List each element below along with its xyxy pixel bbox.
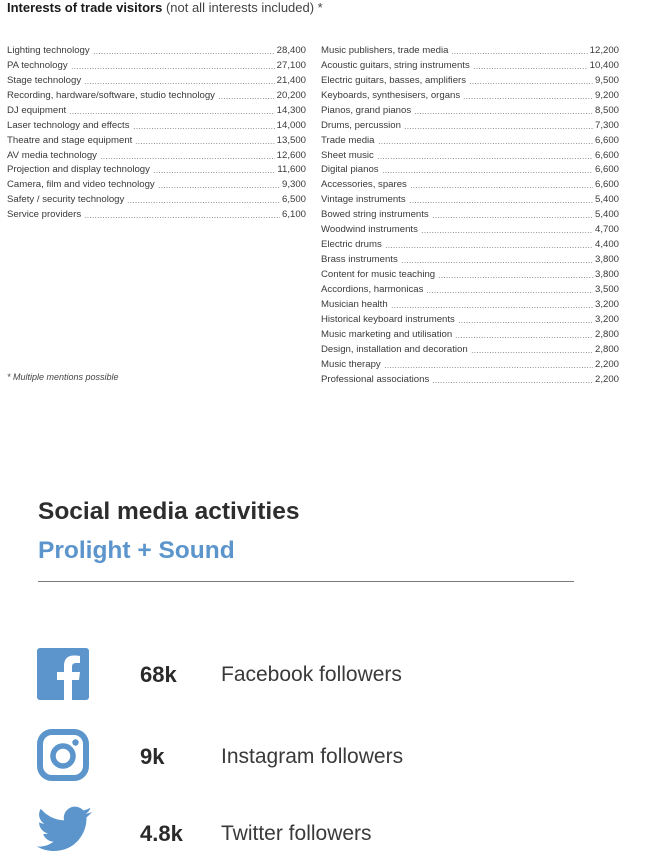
list-item	[321, 147, 619, 162]
list-item	[321, 266, 619, 281]
list-item	[321, 176, 619, 191]
dot-leader	[438, 277, 593, 278]
section-title-suffix: (not all interests included) *	[162, 0, 323, 15]
list-item	[321, 281, 619, 296]
interest-value: 6,600	[594, 179, 619, 191]
interest-label: Professional associations	[321, 373, 430, 385]
interest-value: 11,600	[277, 164, 306, 176]
list-item	[321, 206, 619, 221]
divider	[38, 581, 574, 582]
dot-leader	[385, 247, 593, 248]
interest-value: 13,500	[276, 134, 306, 146]
dot-leader	[414, 113, 593, 114]
list-item	[321, 236, 619, 251]
interest-value: 21,400	[276, 74, 306, 86]
dot-leader	[469, 83, 593, 84]
dot-leader	[127, 202, 280, 203]
list-item	[321, 371, 619, 386]
list-item	[7, 206, 306, 221]
dot-leader	[133, 128, 275, 129]
interest-value: 6,600	[594, 134, 619, 146]
section-title	[7, 0, 323, 16]
interest-value: 9,500	[594, 74, 619, 86]
dot-leader	[432, 217, 593, 218]
interest-value: 6,600	[594, 149, 619, 161]
dot-leader	[401, 262, 593, 263]
interest-label: Electric guitars, basses, amplifiers	[321, 74, 467, 86]
interest-value: 3,200	[594, 298, 619, 310]
list-item	[7, 57, 306, 72]
interest-label: Acoustic guitars, string instruments	[321, 59, 470, 71]
dot-leader	[471, 352, 593, 353]
interest-label: Music publishers, trade media	[321, 44, 449, 56]
dot-leader	[71, 68, 275, 69]
dot-leader	[218, 98, 275, 99]
interest-label: Drums, percussion	[321, 119, 401, 131]
instagram-count: 9k	[140, 744, 165, 769]
interest-label: Projection and display technology	[7, 164, 150, 176]
interest-label: Woodwind instruments	[321, 224, 418, 236]
dot-leader	[377, 158, 593, 159]
interest-value: 6,600	[594, 164, 619, 176]
instagram-icon[interactable]	[37, 729, 89, 781]
instagram-row	[0, 729, 670, 789]
interest-label: Design, installation and decoration	[321, 343, 468, 355]
dot-leader	[421, 232, 593, 233]
interest-label: Lighting technology	[7, 44, 90, 56]
interest-label: Electric drums	[321, 239, 382, 251]
dot-leader	[404, 128, 593, 129]
interest-label: Pianos, grand pianos	[321, 104, 412, 116]
interest-value: 9,300	[281, 179, 306, 191]
interest-label: Brass instruments	[321, 254, 398, 266]
list-item	[321, 221, 619, 236]
interest-label: Camera, film and video technology	[7, 179, 155, 191]
list-item	[321, 356, 619, 371]
interest-value: 7,300	[594, 119, 619, 131]
interest-label: Recording, hardware/software, studio technology	[7, 89, 215, 101]
list-item	[7, 191, 306, 206]
twitter-count: 4.8k	[140, 821, 183, 846]
twitter-icon[interactable]	[37, 806, 89, 858]
list-item	[321, 72, 619, 87]
interest-label: Accordions, harmonicas	[321, 283, 424, 295]
interest-value: 2,800	[594, 328, 619, 340]
interest-value: 2,200	[594, 373, 619, 385]
social-media-title: Social media activities	[38, 498, 300, 525]
facebook-count: 68k	[140, 662, 177, 687]
interest-value: 3,200	[594, 313, 619, 325]
section-title-bold: Interests of trade visitors	[7, 0, 163, 15]
list-item	[321, 326, 619, 341]
list-item	[321, 42, 619, 57]
interest-label: Keyboards, synthesisers, organs	[321, 89, 461, 101]
interest-label: Digital pianos	[321, 164, 379, 176]
list-item	[7, 147, 306, 162]
dot-leader	[463, 98, 593, 99]
dot-leader	[93, 53, 275, 54]
dot-leader	[84, 217, 280, 218]
dot-leader	[451, 53, 587, 54]
list-item	[7, 117, 306, 132]
list-item	[321, 57, 619, 72]
interest-label: Trade media	[321, 134, 375, 146]
list-item	[321, 191, 619, 206]
list-item	[7, 102, 306, 117]
facebook-label: Facebook followers	[221, 663, 402, 686]
dot-leader	[455, 337, 593, 338]
interests-left-column	[7, 42, 306, 221]
interest-value: 8,500	[594, 104, 619, 116]
interest-label: Bowed string instruments	[321, 209, 429, 221]
interest-label: Theatre and stage equipment	[7, 134, 133, 146]
interest-label: Historical keyboard instruments	[321, 313, 455, 325]
interest-label: Accessories, spares	[321, 179, 407, 191]
interest-value: 4,700	[594, 224, 619, 236]
interest-value: 5,400	[594, 209, 619, 221]
interest-value: 20,200	[276, 89, 306, 101]
list-item	[321, 296, 619, 311]
dot-leader	[410, 187, 593, 188]
interest-value: 2,800	[594, 343, 619, 355]
facebook-icon[interactable]	[37, 648, 89, 700]
list-item	[321, 87, 619, 102]
dot-leader	[458, 322, 593, 323]
dot-leader	[391, 307, 593, 308]
instagram-label: Instagram followers	[221, 745, 404, 768]
dot-leader	[409, 202, 593, 203]
dot-leader	[384, 367, 593, 368]
dot-leader	[153, 172, 275, 173]
dot-leader	[100, 158, 275, 159]
interest-label: Music marketing and utilisation	[321, 328, 453, 340]
list-item	[7, 87, 306, 102]
interest-value: 3,800	[594, 269, 619, 280]
twitter-label: Twitter followers	[221, 822, 372, 845]
dot-leader	[426, 292, 593, 293]
interest-label: AV media technology	[7, 149, 97, 161]
interest-value: 12,200	[589, 44, 619, 56]
footnote: * Multiple mentions possible	[7, 372, 119, 382]
list-item	[7, 176, 306, 191]
interest-value: 12,600	[276, 149, 306, 161]
twitter-row	[0, 806, 670, 866]
interest-value: 10,400	[589, 59, 619, 71]
interest-label: PA technology	[7, 59, 68, 71]
interest-value: 4,400	[594, 239, 619, 251]
interest-label: Music therapy	[321, 358, 381, 370]
dot-leader	[432, 382, 593, 383]
dot-leader	[84, 83, 275, 84]
dot-leader	[135, 143, 274, 144]
facebook-row	[0, 648, 670, 708]
list-item	[321, 132, 619, 147]
interest-label: Laser technology and effects	[7, 119, 130, 131]
interest-value: 27,100	[276, 59, 306, 71]
interests-right-column	[321, 42, 619, 386]
dot-leader	[158, 187, 280, 188]
list-item	[321, 102, 619, 117]
list-item	[321, 162, 619, 177]
dot-leader	[382, 172, 593, 173]
interest-value: 9,200	[594, 89, 619, 101]
interest-label: DJ equipment	[7, 104, 67, 116]
list-item	[7, 132, 306, 147]
interest-value: 6,500	[281, 194, 306, 206]
interest-label: Vintage instruments	[321, 194, 406, 206]
interest-value: 3,500	[594, 283, 619, 295]
interest-value: 14,000	[276, 119, 306, 131]
dot-leader	[69, 113, 274, 114]
interest-value: 14,300	[276, 104, 306, 116]
social-media-subtitle: Prolight + Sound	[38, 537, 235, 564]
interest-value: 3,800	[594, 254, 619, 266]
list-item	[321, 251, 619, 266]
interest-label: Safety / security technology	[7, 194, 125, 206]
interest-value: 2,200	[594, 358, 619, 370]
list-item	[321, 117, 619, 132]
interest-value: 5,400	[594, 194, 619, 206]
list-item	[7, 162, 306, 177]
list-item	[7, 42, 306, 57]
dot-leader	[473, 68, 588, 69]
dot-leader	[378, 143, 593, 144]
interest-value: 6,100	[281, 209, 306, 221]
interest-label: Sheet music	[321, 149, 374, 161]
list-item	[321, 341, 619, 356]
interest-value: 28,400	[276, 44, 306, 56]
interest-label: Stage technology	[7, 74, 82, 86]
interest-label: Content for music teaching	[321, 269, 436, 280]
interest-label: Service providers	[7, 209, 82, 221]
interest-label: Musician health	[321, 298, 388, 310]
list-item	[321, 311, 619, 326]
list-item	[7, 72, 306, 87]
